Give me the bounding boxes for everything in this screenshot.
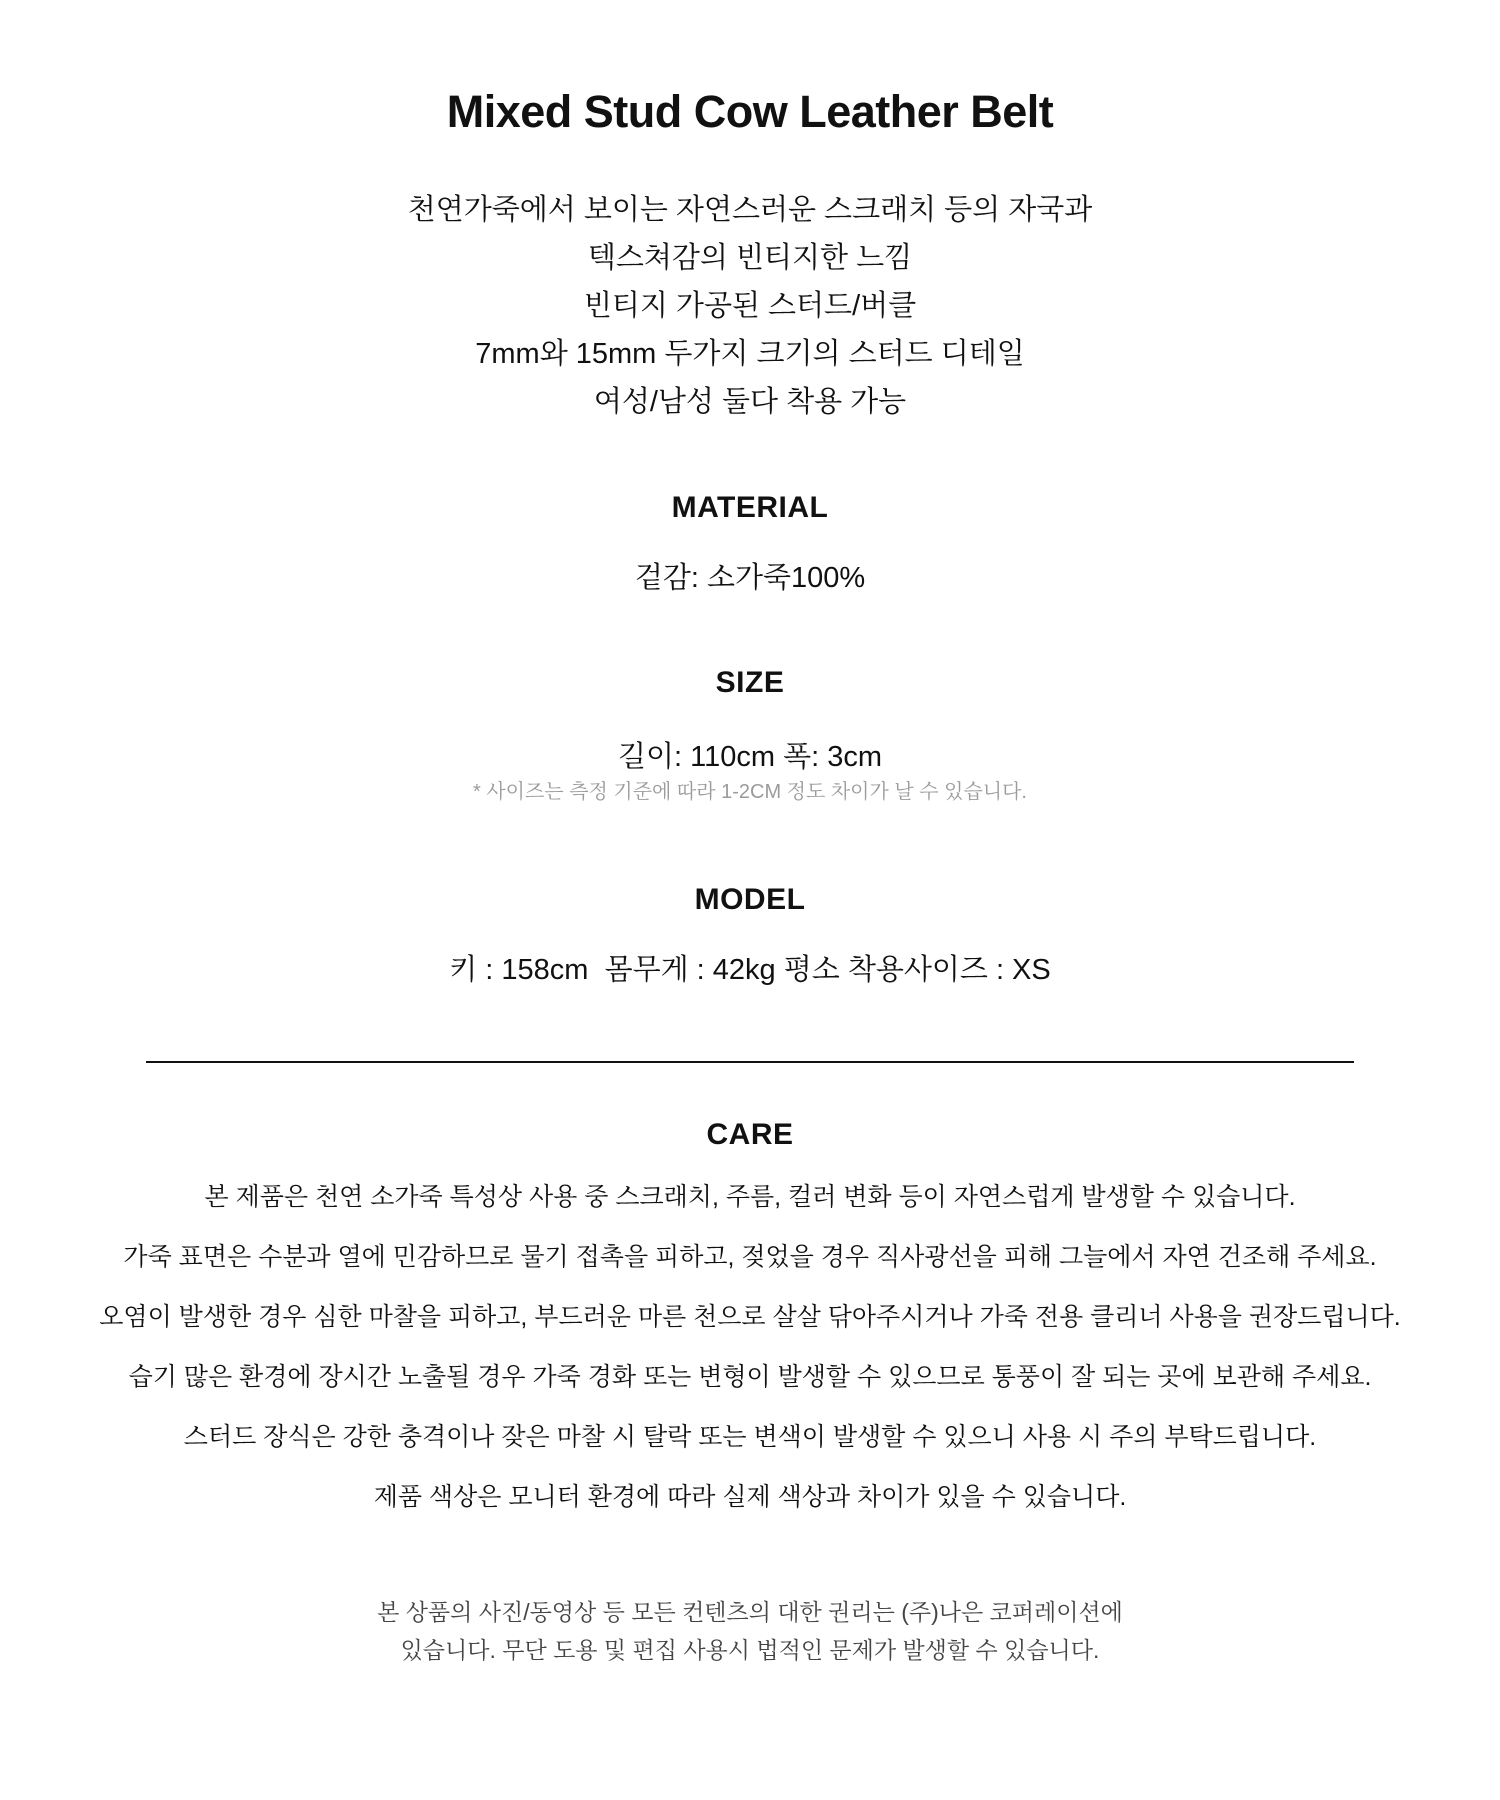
care-instructions [0, 1182, 1500, 1512]
description-line: 7mm와 15mm 두가지 크기의 스터드 디테일 [475, 338, 1025, 370]
copyright-line: 있습니다. 무단 도용 및 편집 사용시 법적인 문제가 발생할 수 있습니다. [400, 1637, 1100, 1663]
product-description [0, 186, 1500, 426]
care-line: 습기 많은 환경에 장시간 노출될 경우 가죽 경화 또는 변형이 발생할 수 있으므로 통풍이 잘 되는 곳에 보관해 주세요. [128, 1363, 1372, 1391]
model-value: 키 : 158cm 몸무게 : 42kg 평소 착용사이즈 : XS [449, 954, 1051, 986]
care-line: 본 제품은 천연 소가죽 특성상 사용 중 스크래치, 주름, 컬러 변화 등이 자연스럽게 발생할 수 있습니다. [204, 1183, 1296, 1211]
size-note: * 사이즈는 측정 기준에 따라 1-2CM 정도 차이가 날 수 있습니다. [473, 781, 1027, 803]
description-line: 여성/남성 둘다 착용 가능 [593, 386, 907, 418]
material-section-heading: MATERIAL [671, 491, 829, 524]
size-value: 길이: 110cm 폭: 3cm [617, 741, 882, 773]
section-divider [146, 1061, 1354, 1063]
care-section-heading: CARE [706, 1118, 794, 1151]
copyright-notice [0, 1593, 1500, 1729]
size-section-heading: SIZE [715, 666, 785, 699]
care-line: 스터드 장식은 강한 충격이나 잦은 마찰 시 탈락 또는 변색이 발생할 수 있으니 사용 시 주의 부탁드립니다. [183, 1423, 1317, 1451]
care-line: 오염이 발생한 경우 심한 마찰을 피하고, 부드러운 마른 천으로 살살 닦아주시거나 가죽 전용 클리너 사용을 권장드립니다. [99, 1303, 1401, 1331]
model-section-heading: MODEL [694, 883, 806, 916]
material-value: 겉감: 소가죽100% [634, 562, 866, 594]
description-line: 빈티지 가공된 스터드/버클 [583, 290, 917, 322]
description-line: 텍스쳐감의 빈티지한 느낌 [587, 242, 913, 274]
copyright-line: 본 상품의 사진/동영상 등 모든 컨텐츠의 대한 권리는 (주)나은 코퍼레이션에 [377, 1599, 1123, 1625]
care-line: 제품 색상은 모니터 환경에 따라 실제 색상과 차이가 있을 수 있습니다. [373, 1483, 1127, 1511]
care-line: 가죽 표면은 수분과 열에 민감하므로 물기 접촉을 피하고, 젖었을 경우 직사광선을 피해 그늘에서 자연 건조해 주세요. [123, 1243, 1377, 1271]
description-line: 천연가죽에서 보이는 자연스러운 스크래치 등의 자국과 [407, 194, 1093, 226]
page-title: Mixed Stud Cow Leather Belt [446, 86, 1054, 137]
